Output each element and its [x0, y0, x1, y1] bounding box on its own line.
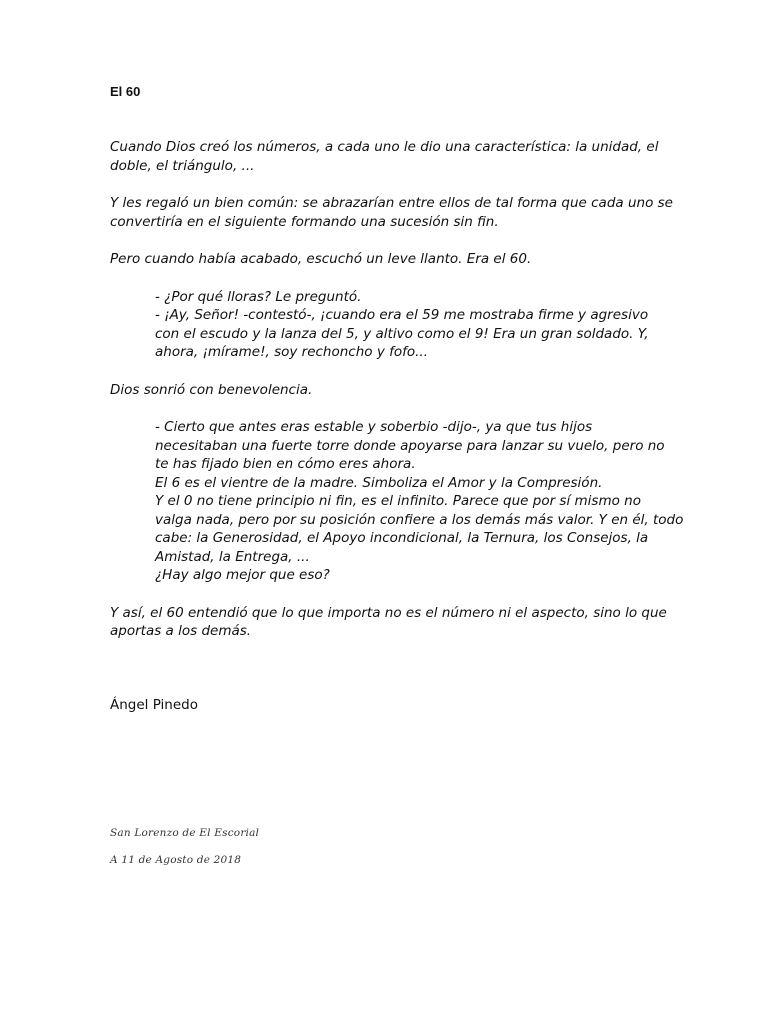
dialogue-line: ¿Hay algo mejor que eso?	[155, 567, 330, 583]
dialogue-sixty	[155, 288, 670, 362]
paragraph-conclusion	[110, 604, 670, 641]
text-line: Cuando Dios creó los números, a cada uno le dio una característica: la unidad, el	[110, 139, 659, 155]
dialogue-line: Y el 0 no tiene principio ni fin, es el infinito. Parece que por sí mismo no	[155, 493, 641, 509]
paragraph-crying	[110, 250, 670, 269]
dialogue-god	[155, 418, 684, 585]
dialogue-line: Amistad, la Entrega, ...	[155, 548, 310, 565]
text-line: Pero cuando había acabado, escuchó un leve llanto. Era el 60.	[110, 251, 532, 267]
text-line: aportas a los demás.	[110, 623, 252, 639]
text-line: Y así, el 60 entendió que lo que importa no es el número ni el aspecto, sino lo que	[110, 604, 667, 621]
text-line: convertiría en el siguiente formando una sucesión sin fin.	[110, 213, 499, 230]
dialogue-line: cabe: la Generosidad, el Apoyo incondicional, la Ternura, los Consejos, la	[155, 530, 649, 546]
dialogue-line: - ¿Por qué lloras? Le preguntó.	[155, 288, 362, 305]
dialogue-line: - Cierto que antes eras estable y soberbio -dijo-, ya que tus hijos	[155, 419, 593, 435]
author-name: Ángel Pinedo	[110, 697, 198, 713]
paragraph-creation	[110, 138, 670, 175]
dialogue-line: valga nada, pero por su posición confiere a los demás más valor. Y en él, todo	[155, 511, 684, 528]
text-line: Dios sonrió con benevolencia.	[110, 381, 313, 398]
signature-place: San Lorenzo de El Escorial	[110, 827, 260, 839]
text-line: doble, el triángulo, ...	[110, 157, 255, 174]
dialogue-line: necesitaban una fuerte torre donde apoyarse para lanzar su vuelo, pero no	[155, 437, 665, 454]
paragraph-smile	[110, 381, 670, 400]
dialogue-line: - ¡Ay, Señor! -contestó-, ¡cuando era el 59 me mostraba firme y agresivo	[155, 307, 649, 323]
dialogue-line: ahora, ¡mírame!, soy rechoncho y fofo...	[155, 344, 429, 360]
dialogue-line: El 6 es el vientre de la madre. Simboliza el Amor y la Compresión.	[155, 474, 603, 491]
dialogue-line: te has fijado bien en cómo eres ahora.	[155, 456, 416, 472]
document-title: El 60	[110, 84, 141, 99]
paragraph-gift	[110, 194, 673, 231]
text-line: Y les regaló un bien común: se abrazarían entre ellos de tal forma que cada uno se	[110, 195, 673, 211]
signature-date: A 11 de Agosto de 2018	[110, 854, 242, 866]
story-body	[110, 138, 684, 660]
dialogue-line: con el escudo y la lanza del 5, y altivo como el 9! Era un gran soldado. Y,	[155, 325, 649, 342]
